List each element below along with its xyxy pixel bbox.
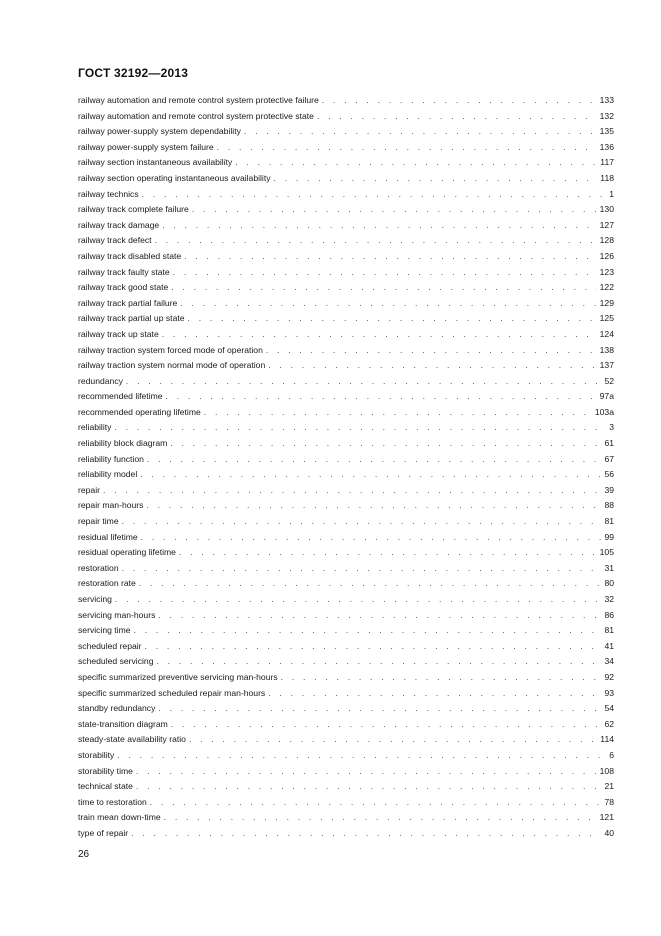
index-entry	[78, 140, 614, 156]
index-term: railway track good state	[78, 282, 169, 293]
index-page-ref: 121	[599, 812, 614, 823]
index-page-ref: 6	[609, 749, 614, 760]
index-term: railway technics	[78, 188, 139, 199]
index-term: railway power-supply system failure	[78, 141, 214, 152]
dot-leader	[162, 218, 596, 234]
dot-leader	[281, 670, 602, 686]
dot-leader	[156, 654, 601, 670]
dot-leader	[268, 686, 601, 702]
index-term: railway track defect	[78, 235, 152, 246]
index-term: specific summarized scheduled repair man-hours	[78, 687, 266, 698]
index-page-ref: 135	[599, 126, 614, 137]
index-term: railway track up state	[78, 328, 159, 339]
dot-leader	[184, 249, 596, 265]
index-page-ref: 122	[599, 282, 614, 293]
index-term: railway power-supply system dependability	[78, 126, 241, 137]
dot-leader	[136, 764, 597, 780]
index-entry	[78, 218, 614, 234]
index-list	[78, 93, 614, 842]
index-term: servicing time	[78, 625, 131, 636]
index-entry	[78, 686, 614, 702]
index-page-ref: 93	[604, 687, 614, 698]
index-page-ref: 138	[599, 344, 614, 355]
index-page-ref: 34	[604, 656, 614, 667]
dot-leader	[180, 296, 596, 312]
dot-leader	[150, 795, 602, 811]
index-term: railway automation and remote control system protective failure	[78, 95, 319, 105]
index-entry	[78, 545, 614, 561]
index-entry	[78, 171, 614, 187]
index-page-ref: 21	[604, 781, 614, 792]
index-term: storability time	[78, 765, 133, 776]
index-page-ref: 56	[604, 469, 614, 480]
index-term: railway track disabled state	[78, 250, 182, 261]
index-page-ref: 97a	[599, 391, 614, 402]
index-page-ref: 117	[600, 157, 614, 168]
dot-leader	[131, 826, 601, 842]
dot-leader	[134, 623, 602, 639]
index-term: time to restoration	[78, 796, 147, 807]
dot-leader	[155, 233, 597, 249]
dot-leader	[322, 93, 597, 109]
index-term: reliability	[78, 422, 112, 433]
index-entry	[78, 155, 614, 171]
dot-leader	[171, 280, 596, 296]
index-entry	[78, 732, 614, 748]
page-number: 26	[78, 849, 90, 860]
index-entry	[78, 265, 614, 281]
dot-leader	[179, 545, 597, 561]
index-term: standby redundancy	[78, 703, 156, 714]
dot-leader	[274, 171, 598, 187]
dot-leader	[192, 202, 597, 218]
index-entry	[78, 701, 614, 717]
index-entry	[78, 592, 614, 608]
index-term: scheduled repair	[78, 640, 142, 651]
dot-leader	[126, 374, 602, 390]
index-page-ref: 81	[604, 625, 614, 636]
index-page-ref: 88	[604, 500, 614, 511]
dot-leader	[170, 436, 601, 452]
index-term: reliability model	[78, 469, 138, 480]
index-term: state-transition diagram	[78, 718, 168, 729]
index-entry	[78, 343, 614, 359]
dot-leader	[141, 530, 602, 546]
index-term: railway track faulty state	[78, 266, 170, 277]
index-entry	[78, 764, 614, 780]
dot-leader	[115, 592, 602, 608]
index-entry	[78, 608, 614, 624]
index-page-ref: 81	[604, 516, 614, 527]
dot-leader	[204, 405, 592, 421]
dot-leader	[189, 732, 597, 748]
index-page-ref: 39	[604, 484, 614, 495]
index-page-ref: 130	[599, 204, 614, 215]
index-entry	[78, 530, 614, 546]
index-page-ref: 103a	[594, 406, 614, 417]
index-entry	[78, 779, 614, 795]
index-term: railway traction system forced mode of operation	[78, 344, 263, 355]
index-entry	[78, 109, 614, 125]
dot-leader	[171, 717, 602, 733]
index-entry	[78, 374, 614, 390]
index-entry	[78, 452, 614, 468]
index-entry	[78, 389, 614, 405]
dot-leader	[162, 327, 597, 343]
page-header: ГОСТ 32192—2013	[78, 66, 189, 80]
index-page-ref: 114	[600, 734, 614, 745]
index-page-ref: 52	[604, 375, 614, 386]
dot-leader	[164, 810, 597, 826]
dot-leader	[235, 155, 597, 171]
index-page-ref: 62	[604, 718, 614, 729]
index-term: redundancy	[78, 375, 123, 386]
index-entry	[78, 623, 614, 639]
index-entry	[78, 280, 614, 296]
index-entry	[78, 249, 614, 265]
dot-leader	[145, 639, 602, 655]
dot-leader	[244, 124, 597, 140]
dot-leader	[114, 420, 606, 436]
index-page-ref: 105	[599, 547, 614, 558]
index-term: servicing man-hours	[78, 609, 156, 620]
index-term: technical state	[78, 781, 133, 792]
dot-leader	[173, 265, 597, 281]
index-page-ref: 80	[604, 578, 614, 589]
index-term: railway section instantaneous availability	[78, 157, 233, 168]
index-entry	[78, 514, 614, 530]
index-entry	[78, 436, 614, 452]
index-term: railway track complete failure	[78, 204, 189, 215]
index-term: railway track partial up state	[78, 313, 185, 324]
index-term: residual operating lifetime	[78, 547, 176, 558]
dot-leader	[268, 358, 596, 374]
index-entry	[78, 654, 614, 670]
dot-leader	[122, 561, 602, 577]
index-page-ref: 86	[604, 609, 614, 620]
index-entry	[78, 826, 614, 842]
index-page-ref: 31	[604, 562, 614, 573]
index-term: railway track damage	[78, 219, 160, 230]
index-term: repair man-hours	[78, 500, 144, 511]
index-page-ref: 3	[609, 422, 614, 433]
index-entry	[78, 483, 614, 499]
index-page-ref: 127	[599, 219, 614, 230]
index-term: residual lifetime	[78, 531, 138, 542]
index-page-ref: 41	[604, 640, 614, 651]
index-entry	[78, 93, 614, 109]
index-page-ref: 126	[599, 250, 614, 261]
index-entry	[78, 467, 614, 483]
index-page-ref: 132	[599, 110, 614, 121]
index-page-ref: 108	[599, 765, 614, 776]
index-page-ref: 128	[599, 235, 614, 246]
index-entry	[78, 795, 614, 811]
index-page-ref: 136	[599, 141, 614, 152]
dot-leader	[317, 109, 597, 125]
index-term: reliability function	[78, 453, 144, 464]
index-term: recommended lifetime	[78, 391, 163, 402]
index-entry	[78, 296, 614, 312]
index-page-ref: 40	[604, 827, 614, 838]
index-term: recommended operating lifetime	[78, 406, 201, 417]
dot-leader	[140, 467, 601, 483]
index-term: railway traction system normal mode of operation	[78, 360, 266, 371]
dot-leader	[146, 498, 601, 514]
index-page-ref: 61	[604, 438, 614, 449]
index-page-ref: 54	[604, 703, 614, 714]
index-term: repair time	[78, 516, 119, 527]
index-term: railway section operating instantaneous availability	[78, 172, 271, 183]
index-term: specific summarized preventive servicing man-hours	[78, 671, 278, 682]
index-entry	[78, 420, 614, 436]
index-entry	[78, 717, 614, 733]
index-term: restoration rate	[78, 578, 136, 589]
index-term: reliability block diagram	[78, 438, 168, 449]
index-entry	[78, 639, 614, 655]
index-entry	[78, 561, 614, 577]
index-entry	[78, 405, 614, 421]
dot-leader	[117, 748, 606, 764]
index-term: railway track partial failure	[78, 297, 178, 308]
dot-leader	[217, 140, 597, 156]
index-page-ref: 99	[604, 531, 614, 542]
index-term: servicing	[78, 594, 112, 604]
dot-leader	[166, 389, 597, 405]
index-entry	[78, 202, 614, 218]
index-term: train mean down-time	[78, 812, 161, 823]
index-page-ref: 67	[604, 453, 614, 464]
index-page-ref: 124	[599, 328, 614, 339]
index-entry	[78, 233, 614, 249]
index-page-ref: 137	[599, 360, 614, 371]
index-term: repair	[78, 484, 100, 495]
index-entry	[78, 327, 614, 343]
dot-leader	[158, 608, 601, 624]
dot-leader	[188, 311, 597, 327]
index-term: steady-state availability ratio	[78, 734, 186, 745]
dot-leader	[103, 483, 601, 499]
dot-leader	[147, 452, 602, 468]
index-page-ref: 32	[604, 594, 614, 604]
index-page-ref: 133	[599, 95, 614, 105]
dot-leader	[158, 701, 601, 717]
index-term: restoration	[78, 562, 119, 573]
index-entry	[78, 311, 614, 327]
index-term: railway automation and remote control system protective state	[78, 110, 314, 121]
index-page-ref: 92	[604, 671, 614, 682]
index-term: storability	[78, 749, 115, 760]
index-entry	[78, 810, 614, 826]
dot-leader	[136, 779, 602, 795]
dot-leader	[266, 343, 597, 359]
index-entry	[78, 358, 614, 374]
index-term: type of repair	[78, 827, 129, 838]
index-entry	[78, 576, 614, 592]
index-entry	[78, 187, 614, 203]
index-entry	[78, 124, 614, 140]
index-entry	[78, 748, 614, 764]
index-term: scheduled servicing	[78, 656, 154, 667]
index-page-ref: 78	[604, 796, 614, 807]
dot-leader	[139, 576, 602, 592]
index-page-ref: 1	[609, 188, 614, 199]
index-page-ref: 129	[599, 297, 614, 308]
index-page-ref: 123	[599, 266, 614, 277]
dot-leader	[142, 187, 607, 203]
index-entry	[78, 670, 614, 686]
index-page-ref: 125	[599, 313, 614, 324]
dot-leader	[122, 514, 602, 530]
index-entry	[78, 498, 614, 514]
index-page-ref: 118	[600, 172, 614, 183]
